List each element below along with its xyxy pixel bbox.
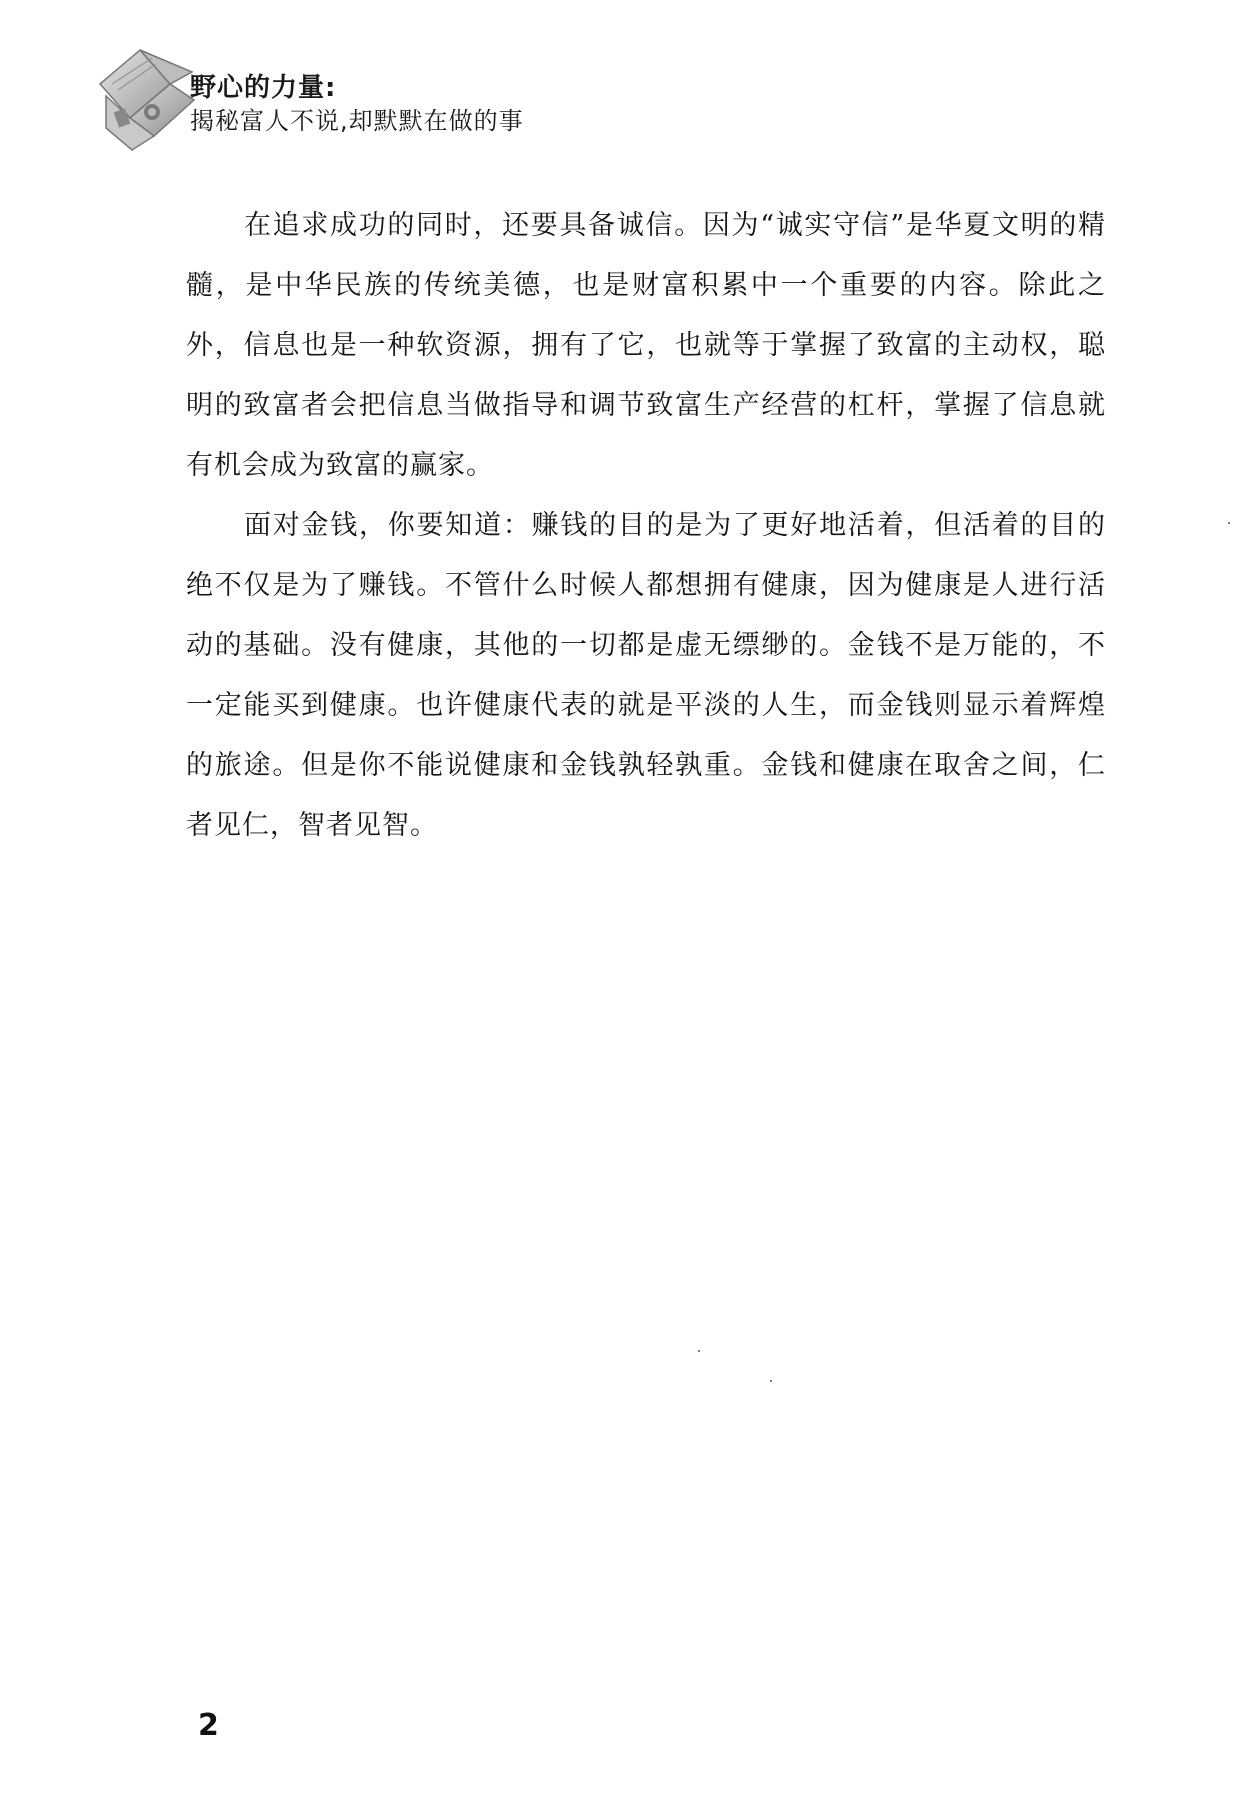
book-header: [92, 44, 612, 164]
paragraph-2: 面对金钱，你要知道：赚钱的目的是为了更好地活着，但活着的目的绝不仅是为了赚钱。不管什么时候人都想拥有健康，因为健康是人进行活动的基础。没有健康，其他的一切都是虚无缥缈的。金钱不是万能的，不一定能买到健康。也许健康代表的就是平淡的人生，而金钱则显示着辉煌的旅途。但是你不能说健康和金钱孰轻孰重。金钱和健康在取舍之间，仁者见仁，智者见智。: [186, 510, 1106, 841]
book-subtitle: 揭秘富人不说,却默默在做的事: [190, 107, 524, 135]
scan-speck: [1228, 522, 1230, 524]
book-title: 野心的力量:: [190, 73, 337, 103]
paragraph-1: 在追求成功的同时，还要具备诚信。因为“诚实守信”是华夏文明的精髓，是中华民族的传统美德，也是财富积累中一个重要的内容。除此之外，信息也是一种软资源，拥有了它，也就等于掌握了致富的主动权，聪明的致富者会把信息当做指导和调节致富生产经营的杠杆，掌握了信息就有机会成为致富的赢家。: [186, 210, 1106, 481]
money-house-icon: [92, 44, 202, 156]
body-text: [186, 196, 1106, 856]
page-number: 2: [198, 1708, 219, 1743]
scan-speck: [698, 1350, 700, 1352]
scan-speck: [770, 1380, 772, 1382]
